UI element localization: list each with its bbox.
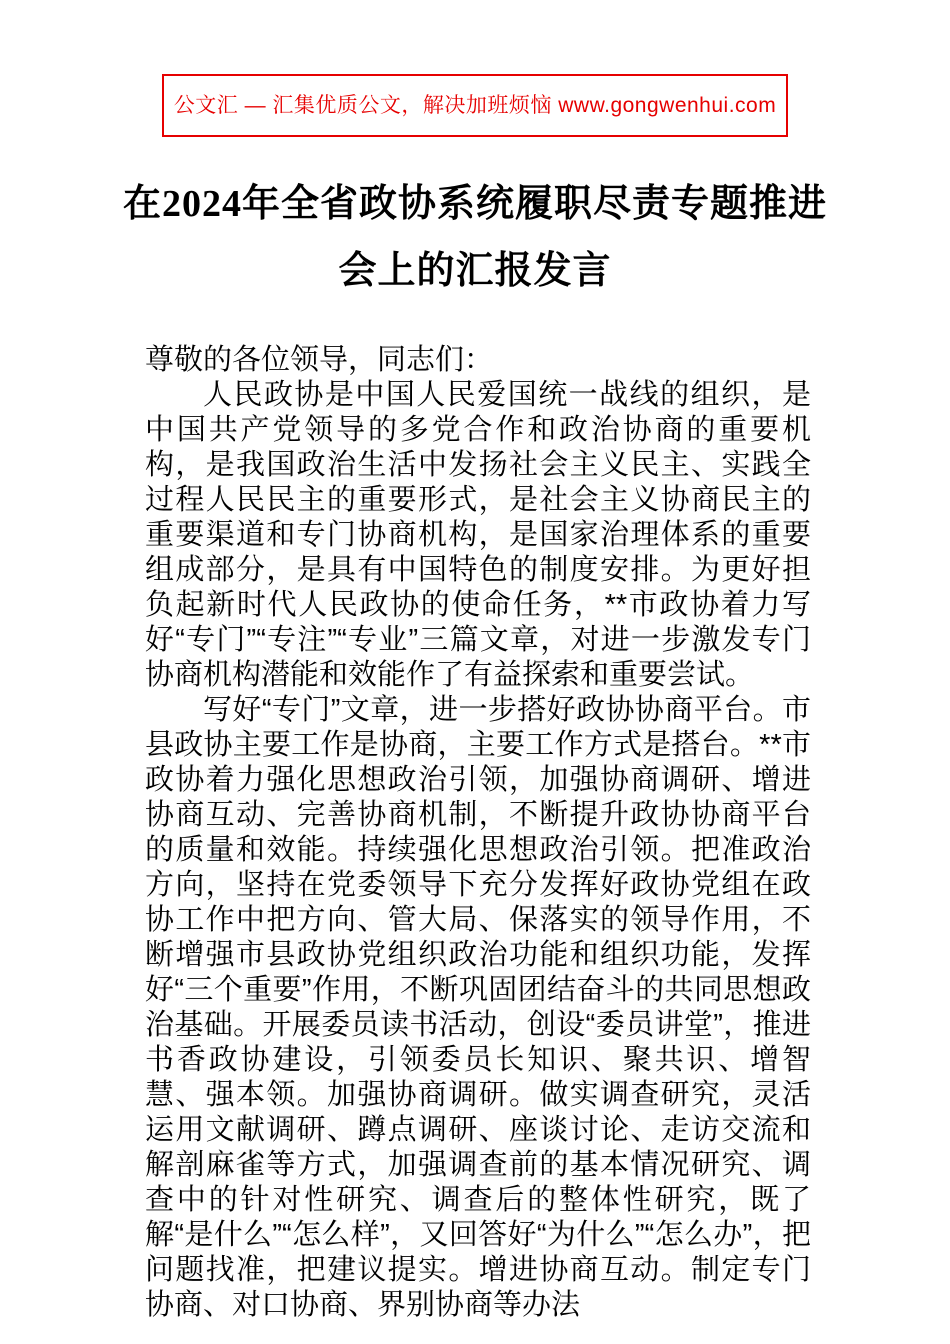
site-watermark-banner: [162, 74, 788, 137]
site-watermark-text: 公文汇 — 汇集优质公文，解决加班烦恼 www.gongwenhui.com: [173, 94, 777, 117]
document-title: [95, 171, 855, 305]
paragraph-2: 写好“专门”文章，进一步搭好政协协商平台。市县政协主要工作是协商，主要工作方式是搭台。**市政协着力强化思想政治引领，加强协商调研、增进协商互动、完善协商机制，不断提升政协协商平台的质量和效能。持续强化思想政治引领。把准政治方向，坚持在党委领导下充分发挥好政协党组在政协工作中把方向、管大局、保落实的领导作用，不断增强市县政协党组织政治功能和组织功能，发挥好“三个重要”作用，不断巩固团结奋斗的共同思想政治基础。开展委员读书活动，创设“委员讲堂”，推进书香政协建设，引领委员长知识、聚共识、增智慧、强本领。加强协商调研。做实调查研究，灵活运用文献调研、蹲点调研、座谈讨论、走访交流和解剖麻雀等方式，加强调查前的基本情况研究、调查中的针对性研究、调查后的整体性研究，既了解“是什么”“怎么样”，又回答好“为什么”“怎么办”，把问题找准，把建议提实。增进协商互动。制定专门协商、对口协商、界别协商等办法: [145, 694, 811, 1321]
paragraph-1: 人民政协是中国人民爱国统一战线的组织，是中国共产党领导的多党合作和政治协商的重要机构，是我国政治生活中发扬社会主义民主、实践全过程人民民主的重要形式，是社会主义协商民主的重要渠道和专门协商机构，是国家治理体系的重要组成部分，是具有中国特色的制度安排。为更好担负起新时代人民政协的使命任务，**市政协着力写好“专门”“专注”“专业”三篇文章，对进一步激发专门协商机构潜能和效能作了有益探索和重要尝试。: [145, 379, 811, 691]
document-title-line-2: 会上的汇报发言: [338, 250, 612, 292]
document-body: [145, 343, 811, 1323]
salutation: 尊敬的各位领导，同志们：: [145, 344, 494, 376]
document-title-line-1: 在2024年全省政协系统履职尽责专题推进: [122, 183, 827, 225]
site-banner-row: [0, 0, 950, 137]
